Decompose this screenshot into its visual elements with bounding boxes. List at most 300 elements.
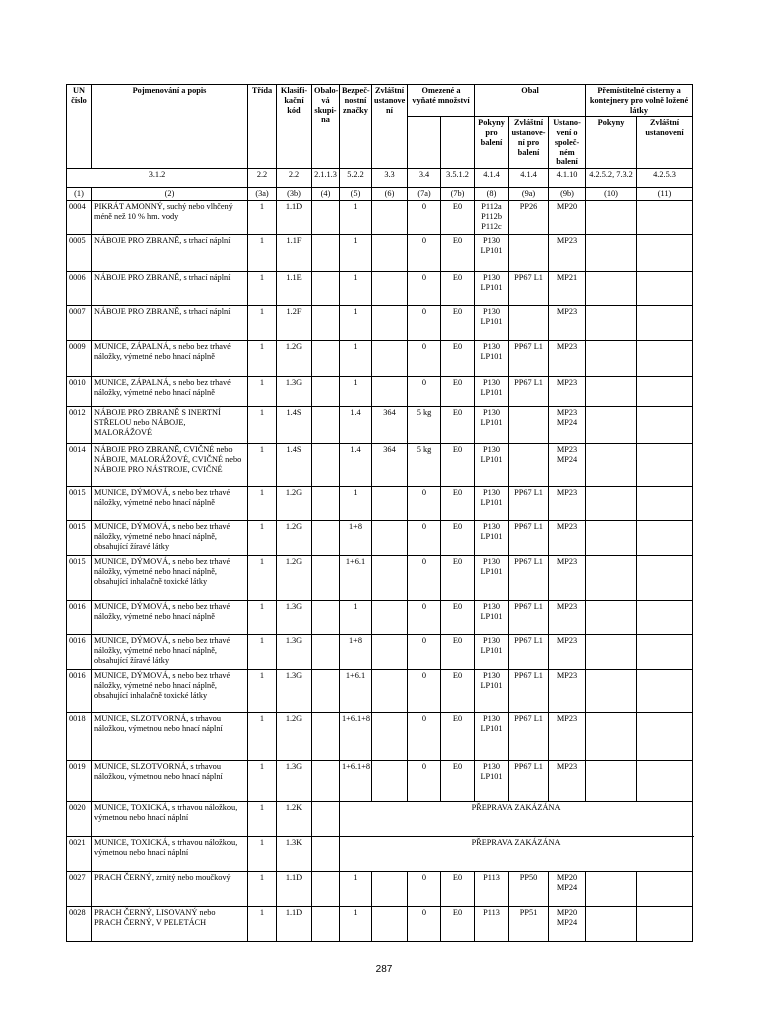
tank-provisions-cell: [637, 521, 693, 556]
limited-quantity-cell: 0: [408, 670, 441, 713]
packing-provisions-cell: PP51: [509, 907, 549, 942]
name-cell: [92, 444, 248, 487]
classification-code-cell: 1.3G: [277, 635, 312, 670]
tank-provisions-cell: [637, 201, 693, 235]
column-number: (4): [312, 188, 340, 201]
limited-quantity-cell: 0: [408, 235, 441, 272]
labels-cell: 1: [340, 201, 372, 235]
ref-cell: 3.1.2: [67, 169, 248, 188]
excepted-quantity-cell: E0: [441, 201, 475, 235]
class-cell: 1: [248, 907, 277, 942]
tank-instructions-cell: [586, 487, 637, 521]
mixed-packing-cell: MP23: [549, 235, 586, 272]
table-row: [67, 601, 693, 635]
proper-shipping-name: NÁBOJE PRO ZBRANĚ S INERTNÍ STŘELOU nebo NÁBOJE, MALORÁŽOVÉ: [94, 408, 221, 437]
table-row: [67, 407, 693, 444]
mixed-packing-cell: MP23: [549, 377, 586, 407]
limited-quantity-cell: 0: [408, 601, 441, 635]
tank-provisions-cell: [637, 235, 693, 272]
packing-instructions-cell: P130 LP101: [475, 235, 509, 272]
special-provisions-cell: [372, 306, 408, 341]
table-row: [67, 521, 693, 556]
limited-quantity-cell: 0: [408, 872, 441, 907]
tank-instructions-cell: [586, 444, 637, 487]
packing-instructions-cell: P113: [475, 907, 509, 942]
tank-provisions-cell: [637, 761, 693, 802]
column-number: (6): [372, 188, 408, 201]
special-provisions-cell: [372, 713, 408, 761]
description: , s nebo bez trhavé náložky, výmetné nebo hnací náplně, obsahující žíravé látky: [94, 636, 231, 665]
tank-provisions-cell: [637, 556, 693, 601]
packing-group-cell: [312, 407, 340, 444]
special-provisions-cell: [372, 761, 408, 802]
description: , s trhavou náložkou, výmetnou nebo hnací náplní: [94, 838, 238, 857]
classification-code-cell: 1.3G: [277, 377, 312, 407]
packing-provisions-cell: PP67 L1: [509, 377, 549, 407]
labels-cell: 1: [340, 601, 372, 635]
ref-cell: 4.2.5.3: [637, 169, 693, 188]
tank-instructions-cell: [586, 907, 637, 942]
un-number-cell: 0014: [67, 444, 92, 487]
labels-cell: 1: [340, 341, 372, 377]
un-number-cell: 0019: [67, 761, 92, 802]
proper-shipping-name: NÁBOJE PRO ZBRANĚ, CVIČNÉ: [94, 445, 215, 455]
ref-cell: 2.2: [277, 169, 312, 188]
special-provisions-cell: [372, 907, 408, 942]
classification-code-cell: 1.2G: [277, 341, 312, 377]
proper-shipping-name: MUNICE, DÝMOVÁ: [94, 488, 169, 498]
ref-cell: 2.2: [248, 169, 277, 188]
class-cell: 1: [248, 556, 277, 601]
labels-cell: 1+6.1+8: [340, 761, 372, 802]
class-cell: 1: [248, 235, 277, 272]
description: , s trhací náplní: [179, 273, 231, 283]
name-cell: [92, 713, 248, 761]
proper-shipping-name: MUNICE, TOXICKÁ: [94, 838, 168, 848]
packing-provisions-cell: PP67 L1: [509, 272, 549, 306]
packing-instructions-cell: P113: [475, 872, 509, 907]
name-cell: [92, 601, 248, 635]
un-number-cell: 0004: [67, 201, 92, 235]
table-row: [67, 872, 693, 907]
excepted-quantity-cell: E0: [441, 377, 475, 407]
limited-quantity-cell: 0: [408, 556, 441, 601]
packing-group-cell: [312, 235, 340, 272]
column-number: (11): [637, 188, 693, 201]
classification-code-cell: 1.2G: [277, 713, 312, 761]
mixed-packing-cell: MP23: [549, 713, 586, 761]
name-cell: [92, 306, 248, 341]
column-number: (5): [340, 188, 372, 201]
tank-instructions-cell: [586, 201, 637, 235]
packing-provisions-cell: [509, 235, 549, 272]
excepted-quantity-cell: E0: [441, 407, 475, 444]
packing-instructions-cell: P130 LP101: [475, 556, 509, 601]
name-cell: [92, 556, 248, 601]
table-row: [67, 377, 693, 407]
name-cell: [92, 235, 248, 272]
proper-shipping-name: MUNICE, SLZOTVORNÁ: [94, 762, 187, 772]
un-number-cell: 0012: [67, 407, 92, 444]
excepted-quantity-cell: E0: [441, 341, 475, 377]
classification-code-cell: 1.3K: [277, 837, 312, 872]
tank-provisions-cell: [637, 670, 693, 713]
class-cell: 1: [248, 201, 277, 235]
header-name: Pojmenování a popis: [92, 85, 248, 169]
column-number: (10): [586, 188, 637, 201]
special-provisions-cell: [372, 521, 408, 556]
labels-cell: 1+8: [340, 521, 372, 556]
mixed-packing-cell: MP23: [549, 761, 586, 802]
packing-provisions-cell: PP67 L1: [509, 487, 549, 521]
class-cell: 1: [248, 306, 277, 341]
header-zvlastni-ustanoveni-pro-baleni: Zvláštní ustanove- ní pro balení: [509, 117, 549, 169]
classification-code-cell: 1.1F: [277, 235, 312, 272]
limited-quantity-cell: 0: [408, 761, 441, 802]
excepted-quantity-cell: E0: [441, 521, 475, 556]
special-provisions-cell: 364: [372, 444, 408, 487]
tank-instructions-cell: [586, 272, 637, 306]
packing-group-cell: [312, 487, 340, 521]
tank-provisions-cell: [637, 272, 693, 306]
classification-code-cell: 1.2K: [277, 802, 312, 837]
packing-group-cell: [312, 713, 340, 761]
packing-group-cell: [312, 272, 340, 306]
table-row: [67, 837, 693, 872]
special-provisions-cell: [372, 556, 408, 601]
mixed-packing-cell: MP23: [549, 601, 586, 635]
classification-code-cell: 1.3G: [277, 670, 312, 713]
description: , s nebo bez trhavé náložky, výmetné nebo hnací náplně: [94, 602, 231, 621]
limited-quantity-cell: 0: [408, 201, 441, 235]
column-number: (8): [475, 188, 509, 201]
packing-provisions-cell: PP67 L1: [509, 635, 549, 670]
limited-quantity-cell: 0: [408, 341, 441, 377]
name-cell: [92, 907, 248, 942]
tank-instructions-cell: [586, 521, 637, 556]
un-number-cell: 0028: [67, 907, 92, 942]
tank-provisions-cell: [637, 377, 693, 407]
classification-code-cell: 1.3G: [277, 761, 312, 802]
packing-group-cell: [312, 601, 340, 635]
description: nebo NÁBOJE, MALORÁŽOVÉ, CVIČNÉ nebo NÁBOJE PRO NÁSTROJE, CVIČNÉ: [94, 445, 242, 474]
class-cell: 1: [248, 802, 277, 837]
class-cell: 1: [248, 341, 277, 377]
un-number-cell: 0020: [67, 802, 92, 837]
mixed-packing-cell: MP20 MP24: [549, 907, 586, 942]
excepted-quantity-cell: E0: [441, 487, 475, 521]
special-provisions-cell: [372, 670, 408, 713]
un-number-cell: 0009: [67, 341, 92, 377]
description: , s nebo bez trhavé náložky, výmetné nebo hnací náplně: [94, 378, 231, 397]
table-row: [67, 802, 693, 837]
special-provisions-cell: [372, 235, 408, 272]
classification-code-cell: 1.2G: [277, 521, 312, 556]
tank-provisions-cell: [637, 407, 693, 444]
limited-quantity-cell: 0: [408, 635, 441, 670]
column-number: (3a): [248, 188, 277, 201]
tank-provisions-cell: [637, 713, 693, 761]
tank-provisions-cell: [637, 601, 693, 635]
description: , s nebo bez trhavé náložky, výmetné nebo hnací náplně: [94, 342, 231, 361]
tank-instructions-cell: [586, 713, 637, 761]
proper-shipping-name: MUNICE, DÝMOVÁ: [94, 671, 169, 681]
special-provisions-cell: [372, 601, 408, 635]
name-cell: [92, 761, 248, 802]
special-provisions-cell: [372, 341, 408, 377]
ref-cell: 5.2.2: [340, 169, 372, 188]
packing-group-cell: [312, 521, 340, 556]
labels-cell: 1: [340, 907, 372, 942]
proper-shipping-name: NÁBOJE PRO ZBRANĚ: [94, 236, 180, 246]
classification-code-cell: 1.2G: [277, 556, 312, 601]
labels-cell: 1: [340, 487, 372, 521]
proper-shipping-name: NÁBOJE PRO ZBRANĚ: [94, 307, 180, 317]
class-cell: 1: [248, 407, 277, 444]
packing-group-cell: [312, 341, 340, 377]
table-row: [67, 670, 693, 713]
packing-provisions-cell: PP50: [509, 872, 549, 907]
class-cell: 1: [248, 521, 277, 556]
limited-quantity-cell: 5 kg: [408, 444, 441, 487]
header-obal: Obal: [475, 85, 586, 117]
limited-quantity-cell: 0: [408, 306, 441, 341]
mixed-packing-cell: MP21: [549, 272, 586, 306]
tank-instructions-cell: [586, 872, 637, 907]
classification-code-cell: 1.2F: [277, 306, 312, 341]
labels-cell: 1: [340, 377, 372, 407]
classification-code-cell: 1.2G: [277, 487, 312, 521]
description: , s nebo bez trhavé náložky, výmetné nebo hnací náplně, obsahující inhalačně toxické látky: [94, 557, 231, 586]
mixed-packing-cell: MP23: [549, 521, 586, 556]
special-provisions-cell: [372, 487, 408, 521]
un-number-cell: 0010: [67, 377, 92, 407]
description: , s trhací náplní: [179, 307, 231, 317]
packing-group-cell: [312, 635, 340, 670]
packing-group-cell: [312, 306, 340, 341]
ref-cell: 3.3: [372, 169, 408, 188]
class-cell: 1: [248, 713, 277, 761]
packing-provisions-cell: [509, 444, 549, 487]
packing-instructions-cell: P130 LP101: [475, 521, 509, 556]
excepted-quantity-cell: E0: [441, 635, 475, 670]
packing-instructions-cell: P130 LP101: [475, 713, 509, 761]
name-cell: [92, 407, 248, 444]
class-cell: 1: [248, 444, 277, 487]
limited-quantity-cell: 0: [408, 907, 441, 942]
mixed-packing-cell: MP20 MP24: [549, 872, 586, 907]
description: , s trhavou náložkou, výmetnou nebo hnací náplní: [94, 762, 223, 781]
limited-quantity-cell: 0: [408, 713, 441, 761]
special-provisions-cell: [372, 201, 408, 235]
packing-instructions-cell: P130 LP101: [475, 407, 509, 444]
tank-provisions-cell: [637, 872, 693, 907]
class-cell: 1: [248, 487, 277, 521]
name-cell: [92, 635, 248, 670]
tank-instructions-cell: [586, 341, 637, 377]
table-row: [67, 235, 693, 272]
packing-provisions-cell: PP67 L1: [509, 521, 549, 556]
packing-group-cell: [312, 872, 340, 907]
transport-prohibited-cell: PŘEPRAVA ZAKÁZÁNA: [340, 837, 693, 872]
proper-shipping-name: MUNICE, ZÁPALNÁ: [94, 378, 169, 388]
excepted-quantity-cell: E0: [441, 601, 475, 635]
table-row: [67, 306, 693, 341]
mixed-packing-cell: MP23 MP24: [549, 444, 586, 487]
table-row: [67, 556, 693, 601]
packing-provisions-cell: PP67 L1: [509, 761, 549, 802]
special-provisions-cell: [372, 872, 408, 907]
description: nebo PRACH ČERNÝ, V PELETÁCH: [94, 908, 216, 927]
tank-instructions-cell: [586, 635, 637, 670]
classification-code-cell: 1.4S: [277, 444, 312, 487]
excepted-quantity-cell: E0: [441, 872, 475, 907]
proper-shipping-name: MUNICE, DÝMOVÁ: [94, 557, 169, 567]
mixed-packing-cell: MP23: [549, 670, 586, 713]
header-pokyny-pro-baleni: Pokyny pro balení: [475, 117, 509, 169]
ref-cell: 4.1.10: [549, 169, 586, 188]
table-row: [67, 487, 693, 521]
ref-cell: 2.1.1.3: [312, 169, 340, 188]
packing-instructions-cell: P130 LP101: [475, 306, 509, 341]
proper-shipping-name: MUNICE, DÝMOVÁ: [94, 602, 169, 612]
special-provisions-cell: [372, 635, 408, 670]
header-zvlastni-ustanoveni: Zvláštní ustanove ní: [372, 85, 408, 169]
tank-provisions-cell: [637, 907, 693, 942]
table-row: [67, 635, 693, 670]
description: , s trhací náplní: [179, 236, 231, 246]
tank-instructions-cell: [586, 761, 637, 802]
un-number-cell: 0015: [67, 521, 92, 556]
name-cell: [92, 201, 248, 235]
ref-cell: 4.2.5.2, 7.3.2: [586, 169, 637, 188]
page-number: 287: [375, 964, 393, 975]
classification-code-cell: 1.1D: [277, 907, 312, 942]
labels-cell: 1.4: [340, 407, 372, 444]
excepted-quantity-cell: E0: [441, 306, 475, 341]
packing-instructions-cell: P130 LP101: [475, 635, 509, 670]
packing-instructions-cell: P130 LP101: [475, 377, 509, 407]
description: , zrnitý nebo moučkový: [151, 873, 231, 883]
header-un: UN číslo: [67, 85, 92, 169]
table-row: [67, 272, 693, 306]
header-klasifikacni-kod: Klasifi- kační kód: [277, 85, 312, 169]
name-cell: [92, 670, 248, 713]
proper-shipping-name: MUNICE, SLZOTVORNÁ: [94, 714, 187, 724]
un-number-cell: 0007: [67, 306, 92, 341]
excepted-quantity-cell: E0: [441, 761, 475, 802]
packing-provisions-cell: PP67 L1: [509, 556, 549, 601]
packing-instructions-cell: P130 LP101: [475, 272, 509, 306]
labels-cell: 1: [340, 872, 372, 907]
packing-group-cell: [312, 201, 340, 235]
tank-instructions-cell: [586, 235, 637, 272]
excepted-quantity-cell: E0: [441, 556, 475, 601]
name-cell: [92, 837, 248, 872]
tank-instructions-cell: [586, 306, 637, 341]
un-number-cell: 0016: [67, 635, 92, 670]
labels-cell: 1+8: [340, 635, 372, 670]
description: , s trhavou náložkou, výmetnou nebo hnací náplní: [94, 803, 238, 822]
ref-cell: 3.4: [408, 169, 441, 188]
packing-group-cell: [312, 837, 340, 872]
un-number-cell: 0015: [67, 556, 92, 601]
tank-instructions-cell: [586, 601, 637, 635]
special-provisions-cell: [372, 272, 408, 306]
limited-quantity-cell: 0: [408, 487, 441, 521]
class-cell: 1: [248, 272, 277, 306]
packing-group-cell: [312, 802, 340, 837]
un-number-cell: 0027: [67, 872, 92, 907]
name-cell: [92, 872, 248, 907]
tank-instructions-cell: [586, 670, 637, 713]
limited-quantity-cell: 0: [408, 272, 441, 306]
header-trida: Třída: [248, 85, 277, 169]
labels-cell: 1+6.1+8: [340, 713, 372, 761]
packing-instructions-cell: P130 LP101: [475, 670, 509, 713]
excepted-quantity-cell: E0: [441, 444, 475, 487]
classification-code-cell: 1.3G: [277, 601, 312, 635]
packing-provisions-cell: PP67 L1: [509, 601, 549, 635]
packing-provisions-cell: PP26: [509, 201, 549, 235]
class-cell: 1: [248, 377, 277, 407]
description: , s nebo bez trhavé náložky, výmetné nebo hnací náplně: [94, 488, 231, 507]
un-number-cell: 0016: [67, 670, 92, 713]
un-number-cell: 0021: [67, 837, 92, 872]
ref-cell: 4.1.4: [475, 169, 509, 188]
limited-quantity-cell: 5 kg: [408, 407, 441, 444]
un-number-cell: 0015: [67, 487, 92, 521]
header-pokyny: Pokyny: [586, 117, 637, 169]
mixed-packing-cell: MP23: [549, 556, 586, 601]
name-cell: [92, 802, 248, 837]
class-cell: 1: [248, 872, 277, 907]
tank-provisions-cell: [637, 635, 693, 670]
proper-shipping-name: PRACH ČERNÝ: [94, 873, 152, 883]
classification-code-cell: 1.4S: [277, 407, 312, 444]
header-zvlastni-ustanoveni-cisterny: Zvláštní ustanovení: [637, 117, 693, 169]
column-number: (3b): [277, 188, 312, 201]
packing-instructions-cell: P112a P112b P112c: [475, 201, 509, 235]
column-number: (9b): [549, 188, 586, 201]
header-bezpecnostni-znacky: Bezpeč- nostní značky: [340, 85, 372, 169]
packing-instructions-cell: P130 LP101: [475, 761, 509, 802]
mixed-packing-cell: MP23: [549, 635, 586, 670]
packing-provisions-cell: [509, 407, 549, 444]
class-cell: 1: [248, 670, 277, 713]
tank-instructions-cell: [586, 556, 637, 601]
ref-cell: 4.1.4: [509, 169, 549, 188]
tank-instructions-cell: [586, 377, 637, 407]
dangerous-goods-table: [66, 84, 693, 942]
column-number: (1): [67, 188, 92, 201]
proper-shipping-name: MUNICE, DÝMOVÁ: [94, 522, 169, 532]
un-number-cell: 0018: [67, 713, 92, 761]
name-cell: [92, 377, 248, 407]
excepted-quantity-cell: E0: [441, 670, 475, 713]
packing-provisions-cell: PP67 L1: [509, 341, 549, 377]
excepted-quantity-cell: E0: [441, 907, 475, 942]
table-row: [67, 713, 693, 761]
labels-cell: 1.4: [340, 444, 372, 487]
tank-provisions-cell: [637, 487, 693, 521]
transport-prohibited-cell: PŘEPRAVA ZAKÁZÁNA: [340, 802, 693, 837]
tank-provisions-cell: [637, 444, 693, 487]
table-row: [67, 341, 693, 377]
packing-group-cell: [312, 556, 340, 601]
excepted-quantity-cell: E0: [441, 235, 475, 272]
excepted-quantity-cell: E0: [441, 272, 475, 306]
